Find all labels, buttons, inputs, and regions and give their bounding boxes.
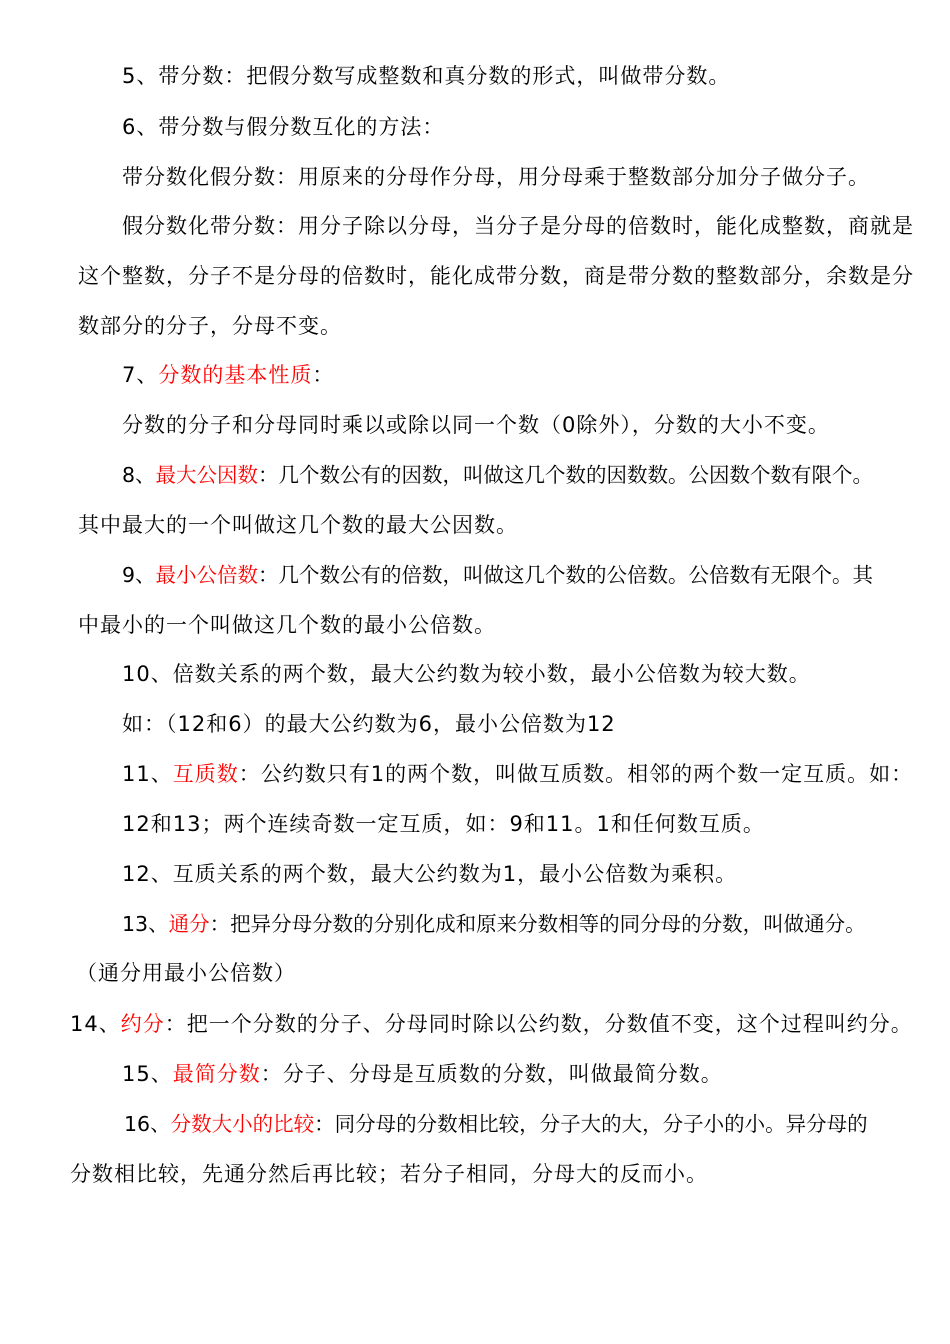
item-7-definition: 分数的分子和分母同时乘以或除以同一个数（0除外），分数的大小不变。 <box>122 413 830 437</box>
item-13-note: （通分用最小公倍数） <box>76 961 296 985</box>
item-6: 6、带分数与假分数互化的方法： <box>122 115 445 139</box>
item-6-mixed-conversion-line3: 数部分的分子，分母不变。 <box>78 314 342 338</box>
key-term: 分数大小的比较 <box>170 1112 315 1136</box>
item-number: 11、 <box>122 762 173 786</box>
item-9 <box>122 561 873 589</box>
item-text: ：把一个分数的分子、分母同时除以公约数，分数值不变，这个过程叫约分。 <box>164 1012 913 1036</box>
item-14 <box>70 1010 913 1038</box>
item-number: 7、 <box>122 363 159 387</box>
item-text: ： <box>312 363 335 387</box>
item-number: 8、 <box>122 463 156 487</box>
item-16 <box>124 1110 868 1138</box>
item-16-continued: 分数相比较，先通分然后再比较；若分子相同，分母大的反而小。 <box>70 1162 708 1186</box>
item-number: 16、 <box>124 1112 171 1136</box>
key-term: 分数的基本性质 <box>158 363 313 387</box>
item-text: ：几个数公有的倍数，叫做这几个数的公倍数。公倍数有无限个。其 <box>258 563 874 587</box>
item-10: 10、倍数关系的两个数，最大公约数为较小数，最小公倍数为较大数。 <box>122 662 811 686</box>
key-term: 最简分数 <box>172 1062 261 1086</box>
item-number: 15、 <box>122 1062 173 1086</box>
key-term: 最小公倍数 <box>155 563 259 587</box>
item-5: 5、带分数：把假分数写成整数和真分数的形式，叫做带分数。 <box>122 64 731 88</box>
item-8 <box>122 461 873 489</box>
item-15 <box>122 1060 723 1088</box>
item-text: ：几个数公有的因数，叫做这几个数的因数数。公因数个数有限个。 <box>258 463 874 487</box>
item-11 <box>122 760 913 788</box>
item-8-continued: 其中最大的一个叫做这几个数的最大公因数。 <box>78 513 518 537</box>
item-11-continued: 12和13；两个连续奇数一定互质，如：9和11。1和任何数互质。 <box>122 812 765 836</box>
item-9-continued: 中最小的一个叫做这几个数的最小公倍数。 <box>78 613 496 637</box>
item-6-mixed-conversion-line2: 这个整数，分子不是分母的倍数时，能化成带分数，商是带分数的整数部分，余数是分 <box>78 264 914 288</box>
item-text: ：公约数只有1的两个数，叫做互质数。相邻的两个数一定互质。如： <box>238 762 914 786</box>
item-12: 12、互质关系的两个数，最大公约数为1，最小公倍数为乘积。 <box>122 862 738 886</box>
item-text: ：同分母的分数相比较，分子大的大，分子小的小。异分母的 <box>314 1112 868 1136</box>
item-number: 14、 <box>70 1012 121 1036</box>
item-number: 9、 <box>122 563 156 587</box>
key-term: 通分 <box>168 912 210 936</box>
item-number: 13、 <box>122 912 169 936</box>
item-7 <box>122 361 334 389</box>
item-text: ：把异分母分数的分别化成和原来分数相等的同分母的分数，叫做通分。 <box>209 912 866 936</box>
key-term: 互质数 <box>172 762 239 786</box>
item-13 <box>122 910 866 938</box>
key-term: 约分 <box>120 1012 165 1036</box>
item-10-example: 如：（12和6）的最大公约数为6，最小公倍数为12 <box>122 712 616 736</box>
item-6-improper-conversion: 带分数化假分数：用原来的分母作分母，用分母乘于整数部分加分子做分子。 <box>122 165 870 189</box>
key-term: 最大公因数 <box>155 463 259 487</box>
item-6-mixed-conversion-line1: 假分数化带分数：用分子除以分母，当分子是分母的倍数时，能化成整数，商就是 <box>122 214 914 238</box>
item-text: ：分子、分母是互质数的分数，叫做最简分数。 <box>260 1062 723 1086</box>
